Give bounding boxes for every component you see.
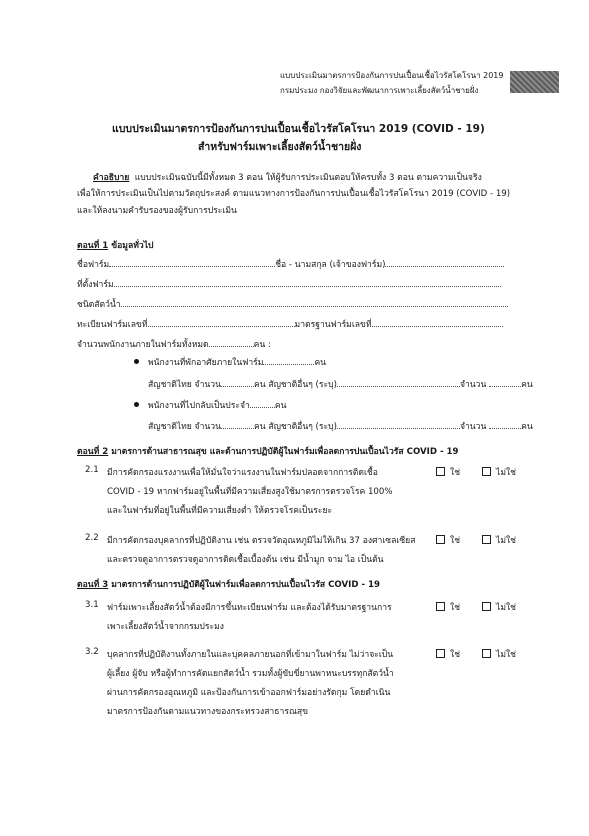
instructions-label: คำอธิบาย: [93, 173, 130, 183]
commuting-workers-row: [148, 398, 286, 412]
yes-checkbox[interactable]: [436, 535, 445, 544]
resident-nationality-row: [148, 377, 533, 391]
no-label: ไม่ใช่: [496, 650, 517, 660]
commuting-workers-field[interactable]: [250, 398, 275, 408]
part2-label: ตอนที่ 2: [77, 447, 109, 457]
registration-row: [77, 317, 503, 331]
no-label: ไม่ใช่: [496, 603, 517, 613]
location-row: [77, 277, 501, 291]
question-2-1-line-1: มีการคัดกรองแรงงานเพื่อให้มั่นใจว่าแรงงานในฟาร์มปลอดจากการติดเชื้อ: [107, 468, 378, 478]
yes-checkbox[interactable]: [436, 467, 445, 476]
other-nationality-field[interactable]: [337, 419, 460, 429]
yes-option[interactable]: [436, 647, 460, 661]
other-nationality-field[interactable]: [337, 377, 460, 387]
commuting-workers-label: พนักงานที่ไปกลับเป็นประจำ: [148, 401, 250, 411]
no-label: ไม่ใช่: [496, 468, 517, 478]
workers-label: จำนวนพนักงานภายในฟาร์มทั้งหมด: [77, 340, 209, 350]
instructions-line-3: และให้ลงนามคำรับรองของผู้รับการประเมิน: [77, 206, 237, 216]
question-3-1-line-1: ฟาร์มเพาะเลี้ยงสัตว์น้ำต้องมีการขึ้นทะเบียนฟาร์ม และต้องได้รับมาตรฐานการ: [107, 603, 392, 613]
other-nationality-label: คน สัญชาติอื่นๆ (ระบุ): [254, 380, 337, 390]
question-2-2-line-2: และตรวจดูอาการตรวจดูอาการติดเชื้อเบื้องต้น เช่น มีน้ำมูก จาม ไอ เป็นต้น: [107, 555, 384, 565]
commuting-nationality-row: [148, 419, 533, 433]
question-3-2-line-3: ผ่านการคัดกรองอุณหภูมิ และป้องกันการเข้าออกฟาร์มอย่างรัดกุม โดยดำเนิน: [107, 688, 391, 698]
thai-count-field[interactable]: [221, 377, 254, 387]
count-unit: คน: [521, 422, 533, 432]
other-count-field[interactable]: [489, 419, 521, 429]
standard-field[interactable]: [372, 317, 503, 327]
part1-title: ข้อมูลทั่วไป: [111, 241, 154, 251]
bullet-icon: [134, 402, 139, 407]
no-checkbox[interactable]: [482, 649, 491, 658]
species-row: [77, 297, 508, 311]
question-2-2-line-1: มีการคัดกรองบุคลากรที่ปฏิบัติงาน เช่น ตรวจวัดอุณหภูมิไม่ให้เกิน 37 องศาเซลเซียส: [107, 536, 416, 546]
part3-label: ตอนที่ 3: [77, 580, 109, 590]
registration-field[interactable]: [148, 317, 295, 327]
thai-count-label: สัญชาติไทย จำนวน: [148, 422, 221, 432]
yes-label: ใช่: [450, 603, 461, 613]
instructions-line-2: เพื่อให้การประเมินเป็นไปตามวัตถุประสงค์ ตามแนวทางการป้องกันการปนเปื้อนเชื้อไวรัสโคโรนา 2019 (COVID - 19): [77, 189, 511, 199]
registration-label: ทะเบียนฟาร์มเลขที่: [77, 320, 148, 330]
yes-label: ใช่: [450, 468, 461, 478]
yes-checkbox[interactable]: [436, 602, 445, 611]
department-logo: [510, 71, 559, 93]
thai-count-label: สัญชาติไทย จำนวน: [148, 380, 221, 390]
question-3-1-line-2: เพาะเลี้ยงสัตว์น้ำจากกรมประมง: [107, 622, 224, 632]
other-count-field[interactable]: [489, 377, 521, 387]
question-3-2-line-2: ผู้เลี้ยง ผู้จับ หรือผู้ทำการคัดแยกสัตว์น้ำ รวมทั้งผู้ขับขี่ยานพาหนะบรรทุกสัตว์น้ำ: [107, 669, 394, 679]
workers-unit: คน :: [253, 340, 271, 350]
count-label: จำนวน: [459, 422, 487, 432]
question-3-2-line-1: บุคลากรที่ปฏิบัติงานทั้งภายในและบุคคลภายนอกที่เข้ามาในฟาร์ม ไม่ว่าจะเป็น: [107, 650, 394, 660]
yes-label: ใช่: [450, 650, 461, 660]
yes-option[interactable]: [436, 600, 460, 614]
farm-name-field[interactable]: [109, 257, 275, 267]
workers-row: [77, 337, 271, 351]
bullet-icon: [134, 359, 139, 364]
resident-workers-label: พนักงานที่พักอาศัยภายในฟาร์ม: [148, 358, 264, 368]
part2-heading: [77, 444, 459, 458]
no-checkbox[interactable]: [482, 535, 491, 544]
question-number: 2.2: [85, 533, 99, 543]
document-subtitle: สำหรับฟาร์มเพาะเลี้ยงสัตว์น้ำชายฝั่ง: [198, 141, 362, 153]
yes-label: ใช่: [450, 536, 461, 546]
question-2-1-line-2: COVID - 19 หากฟาร์มอยู่ในพื้นที่มีความเสี่ยงสูงใช้มาตรการตรวจโรค 100%: [107, 487, 393, 497]
no-checkbox[interactable]: [482, 467, 491, 476]
other-nationality-label: คน สัญชาติอื่นๆ (ระบุ): [254, 422, 337, 432]
thai-count-field[interactable]: [221, 419, 254, 429]
question-number: 3.1: [85, 600, 99, 610]
farm-name-row: [77, 257, 504, 271]
instructions-line-1: [93, 170, 482, 184]
part1-label: ตอนที่ 1: [77, 241, 109, 251]
question-2-1-line-3: และในฟาร์มที่อยู่ในพื้นที่มีความเสี่ยงต่ำ ให้ตรวจโรคเป็นระยะ: [107, 506, 333, 516]
yes-option[interactable]: [436, 465, 460, 479]
part3-heading: [77, 577, 380, 591]
species-field[interactable]: [121, 297, 508, 307]
location-label: ที่ตั้งฟาร์ม: [77, 280, 114, 290]
no-option[interactable]: [482, 465, 516, 479]
part2-title: มาตรการด้านสาธารณสุข และด้านการปฏิบัติผู้ในฟาร์มเพื่อลดการปนเปื้อนไวรัส COVID - 19: [111, 447, 459, 457]
count-unit: คน: [521, 380, 533, 390]
no-label: ไม่ใช่: [496, 536, 517, 546]
no-option[interactable]: [482, 600, 516, 614]
owner-name-field[interactable]: [385, 257, 504, 267]
document-title: แบบประเมินมาตรการป้องกันการปนเปื้อนเชื้อไวรัสโคโรนา 2019 (COVID - 19): [112, 123, 485, 135]
part3-title: มาตรการด้านการปฏิบัติผู้ในฟาร์มเพื่อลดการปนเปื้อนไวรัส COVID - 19: [111, 580, 380, 590]
no-checkbox[interactable]: [482, 602, 491, 611]
yes-option[interactable]: [436, 533, 460, 547]
commuting-workers-unit: คน: [274, 401, 287, 411]
instructions-text-1: แบบประเมินฉบับนี้มีทั้งหมด 3 ตอน ให้ผู้รับการประเมินตอบให้ครบทั้ง 3 ตอน ตามความเป็นจริง: [134, 173, 482, 183]
question-3-2-line-4: มาตรการป้องกันตามแนวทางของกระทรวงสาธารณสุข: [107, 707, 309, 717]
resident-workers-row: [148, 355, 326, 369]
species-label: ชนิดสัตว์น้ำ: [77, 300, 121, 310]
resident-workers-field[interactable]: [263, 355, 314, 365]
question-number: 3.2: [85, 647, 99, 657]
farm-name-label: ชื่อฟาร์ม: [77, 260, 110, 270]
header-line-1: แบบประเมินมาตรการป้องกันการปนเปื้อนเชื้อไวรัสโคโรนา 2019: [280, 71, 504, 80]
no-option[interactable]: [482, 647, 516, 661]
location-field[interactable]: [114, 277, 501, 287]
workers-field[interactable]: [209, 337, 254, 347]
resident-workers-unit: คน: [314, 358, 327, 368]
question-number: 2.1: [85, 465, 99, 475]
owner-name-label: ชื่อ - นามสกุล (เจ้าของฟาร์ม): [275, 260, 386, 270]
standard-label: มาตรฐานฟาร์มเลขที่: [294, 320, 372, 330]
no-option[interactable]: [482, 533, 516, 547]
yes-checkbox[interactable]: [436, 649, 445, 658]
count-label: จำนวน: [459, 380, 487, 390]
header-line-2: กรมประมง กองวิจัยและพัฒนาการเพาะเลี้ยงสัตว์น้ำชายฝั่ง: [280, 86, 479, 95]
part1-heading: [77, 238, 154, 252]
